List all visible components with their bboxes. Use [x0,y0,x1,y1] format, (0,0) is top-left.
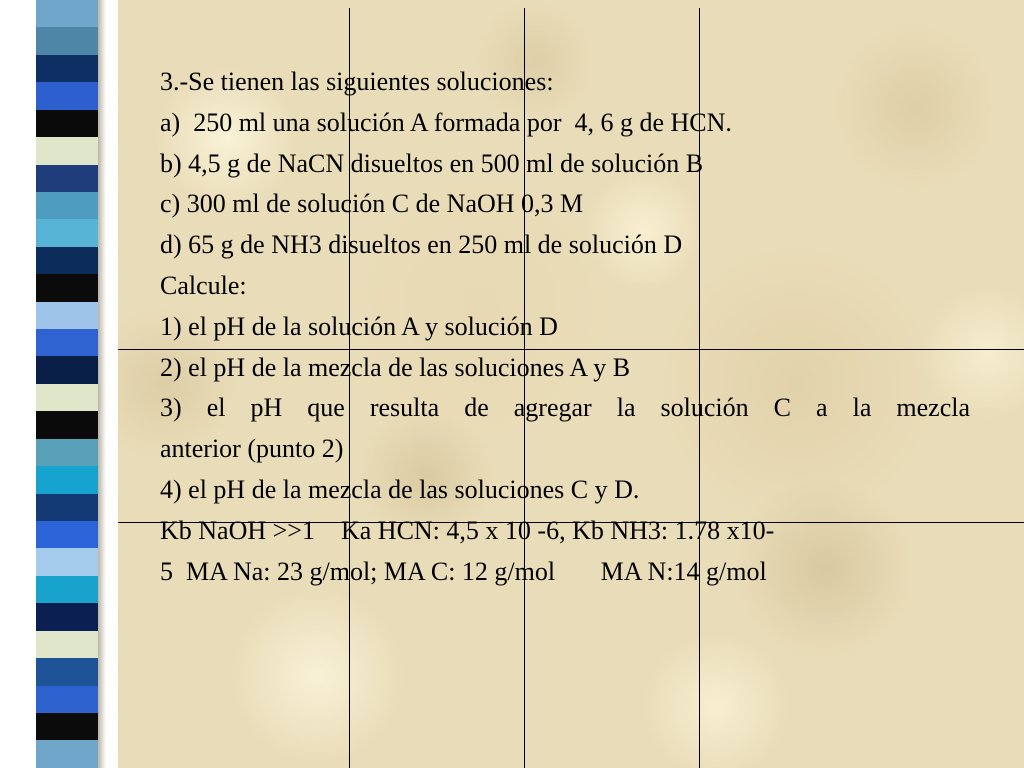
stripe-segment [36,302,98,329]
stripe-segment [36,329,98,356]
stripe-segment [36,192,98,219]
stripe-segment [36,548,98,575]
stripe-segment [36,521,98,548]
stripe-segment [36,137,98,164]
question-2-line: 2) el pH de la mezcla de las soluciones A y B [160,352,631,382]
stripe-segment [36,713,98,740]
stripe-segment [36,686,98,713]
stripe-segment [36,631,98,658]
stripe-segment [36,494,98,521]
stripe-segment [36,658,98,685]
stripe-segment [36,247,98,274]
question-1-line: 1) el pH de la solución A y solución D [160,311,558,341]
solution-b-line: b) 4,5 g de NaCN disueltos en 500 ml de solución B [160,148,704,178]
molar-mass-line: 5 MA Na: 23 g/mol; MA C: 12 g/mol MA N:14 g/mol [160,556,767,586]
stripe-segment [36,274,98,301]
stripe-segment [36,55,98,82]
stripe-segment [36,603,98,630]
question-3-line: 3) el pH que resulta de agregar la solución C a la mezcla [160,393,970,423]
stripe-segment [36,356,98,383]
decorative-stripe-bar [36,0,98,768]
stripe-segment [36,82,98,109]
stripe-segment [36,0,98,27]
calcule-line: Calcule: [160,270,247,300]
stripe-segment [36,384,98,411]
solution-a-line: a) 250 ml una solución A formada por 4, 6 g de HCN. [160,107,732,137]
stripe-segment [36,411,98,438]
solution-c-line: c) 300 ml de solución C de NaOH 0,3 M [160,189,584,219]
stripe-segment [36,576,98,603]
stripe-shadow [98,0,106,768]
stripe-segment [36,110,98,137]
problem-text [160,62,970,592]
stripe-segment [36,466,98,493]
question-3-continuation: anterior (punto 2) [160,434,344,464]
stripe-segment [36,27,98,54]
solution-d-line: d) 65 g de NH3 disueltos en 250 ml de solución D [160,230,683,260]
decorative-stripe-column [0,0,118,768]
stripe-segment [36,219,98,246]
stripe-segment [36,165,98,192]
stripe-segment [36,439,98,466]
stripe-segment [36,740,98,767]
constants-line: Kb NaOH >>1 Ka HCN: 4,5 x 10 -6, Kb NH3: 1.78 x10- [160,515,775,545]
problem-heading: 3.-Se tienen las siguientes soluciones: [160,67,554,96]
question-4-line: 4) el pH de la mezcla de las soluciones C y D. [160,474,640,504]
